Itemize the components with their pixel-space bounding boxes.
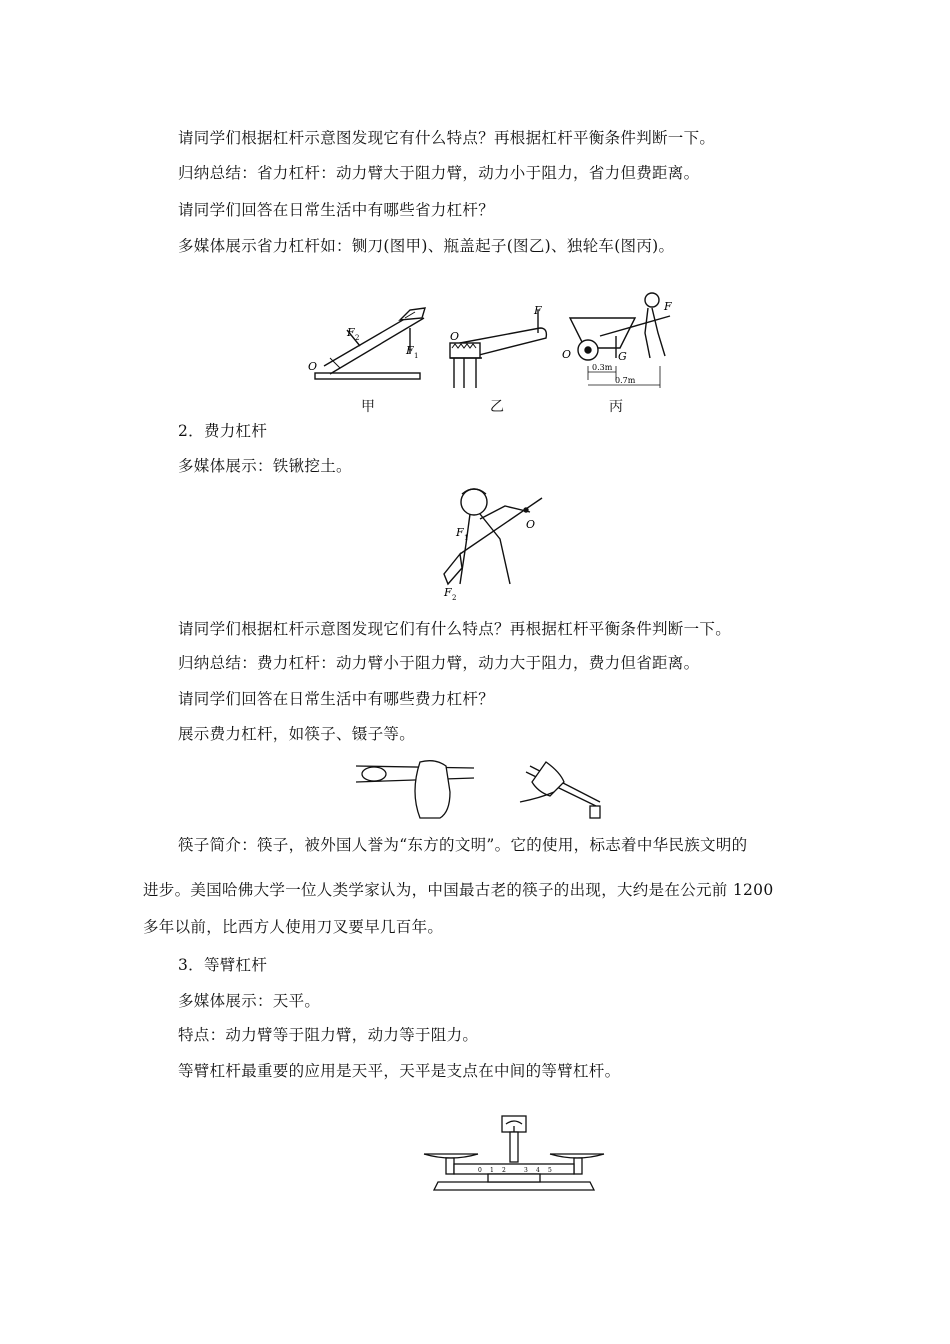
lever-figure-1 <box>300 288 700 408</box>
tweezers-diagram <box>520 762 600 818</box>
label-f1: F <box>406 344 414 357</box>
label-f: F <box>664 300 672 313</box>
tick-label: 4 <box>536 1167 540 1174</box>
caption-yi: 乙 <box>490 399 504 415</box>
paragraph: 多媒体展示：天平。 <box>178 992 321 1010</box>
section-heading: 3．等臂杠杆 <box>178 956 268 974</box>
paragraph: 多年以前，比西方人使用刀叉要早几百年。 <box>143 918 444 936</box>
label-sub1: 1 <box>464 534 469 542</box>
label-d1: 0.3m <box>592 363 613 372</box>
paragraph: 多媒体展示省力杠杆如：铡刀(图甲)、瓶盖起子(图乙)、独轮车(图丙)。 <box>178 237 675 255</box>
shovel-figure <box>430 484 550 600</box>
section-heading: 2．费力杠杆 <box>178 422 268 440</box>
label-o: O <box>562 348 572 361</box>
label-g: G <box>618 350 627 363</box>
caption-jia: 甲 <box>361 399 375 415</box>
chopsticks-diagram <box>356 761 474 818</box>
label-o: O <box>308 360 318 373</box>
label-f2: F <box>444 586 452 599</box>
tick-label: 1 <box>490 1167 494 1174</box>
paragraph: 归纳总结：省力杠杆：动力臂大于阻力臂，动力小于阻力，省力但费距离。 <box>178 164 700 182</box>
label-f2: F <box>347 326 355 339</box>
paragraph: 特点：动力臂等于阻力臂，动力等于阻力。 <box>178 1026 479 1044</box>
label-sub1: 1 <box>414 352 419 360</box>
paragraph: 进步。美国哈佛大学一位人类学家认为，中国最古老的筷子的出现，大约是在公元前 1200 <box>143 881 774 899</box>
label-f1: F <box>456 526 464 539</box>
paragraph: 多媒体展示：铁锹挖土。 <box>178 457 352 475</box>
tick-label: 2 <box>502 1167 506 1174</box>
label-f: F <box>534 304 542 317</box>
balance-diagram <box>424 1116 604 1190</box>
paragraph: 请同学们根据杠杆示意图发现它有什么特点？再根据杠杆平衡条件判断一下。 <box>178 129 716 147</box>
wheelbarrow-diagram <box>570 293 670 388</box>
label-sub2: 2 <box>355 334 360 342</box>
paragraph: 请同学们回答在日常生活中有哪些费力杠杆？ <box>178 690 495 708</box>
paragraph: 归纳总结：费力杠杆：动力臂小于阻力臂，动力大于阻力，费力但省距离。 <box>178 654 700 672</box>
bottle-opener-diagram <box>450 310 546 388</box>
tick-label: 5 <box>548 1167 552 1174</box>
chopsticks-tweezers-figure <box>350 752 610 824</box>
paragraph: 展示费力杠杆，如筷子、镊子等。 <box>178 725 416 743</box>
label-d2: 0.7m <box>615 376 636 385</box>
paragraph: 请同学们根据杠杆示意图发现它们有什么特点？再根据杠杆平衡条件判断一下。 <box>178 620 732 638</box>
balance-figure <box>418 1110 608 1200</box>
tick-label: 0 <box>478 1167 482 1174</box>
label-o: O <box>526 518 536 531</box>
label-sub2: 2 <box>452 594 457 600</box>
paragraph: 请同学们回答在日常生活中有哪些省力杠杆？ <box>178 201 495 219</box>
label-o: O <box>450 330 460 343</box>
caption-bing: 丙 <box>609 399 623 415</box>
paragraph: 等臂杠杆最重要的应用是天平，天平是支点在中间的等臂杠杆。 <box>178 1062 621 1080</box>
tick-label: 3 <box>524 1167 528 1174</box>
paragraph: 筷子简介：筷子，被外国人誉为“东方的文明”。它的使用，标志着中华民族文明的 <box>178 836 748 854</box>
